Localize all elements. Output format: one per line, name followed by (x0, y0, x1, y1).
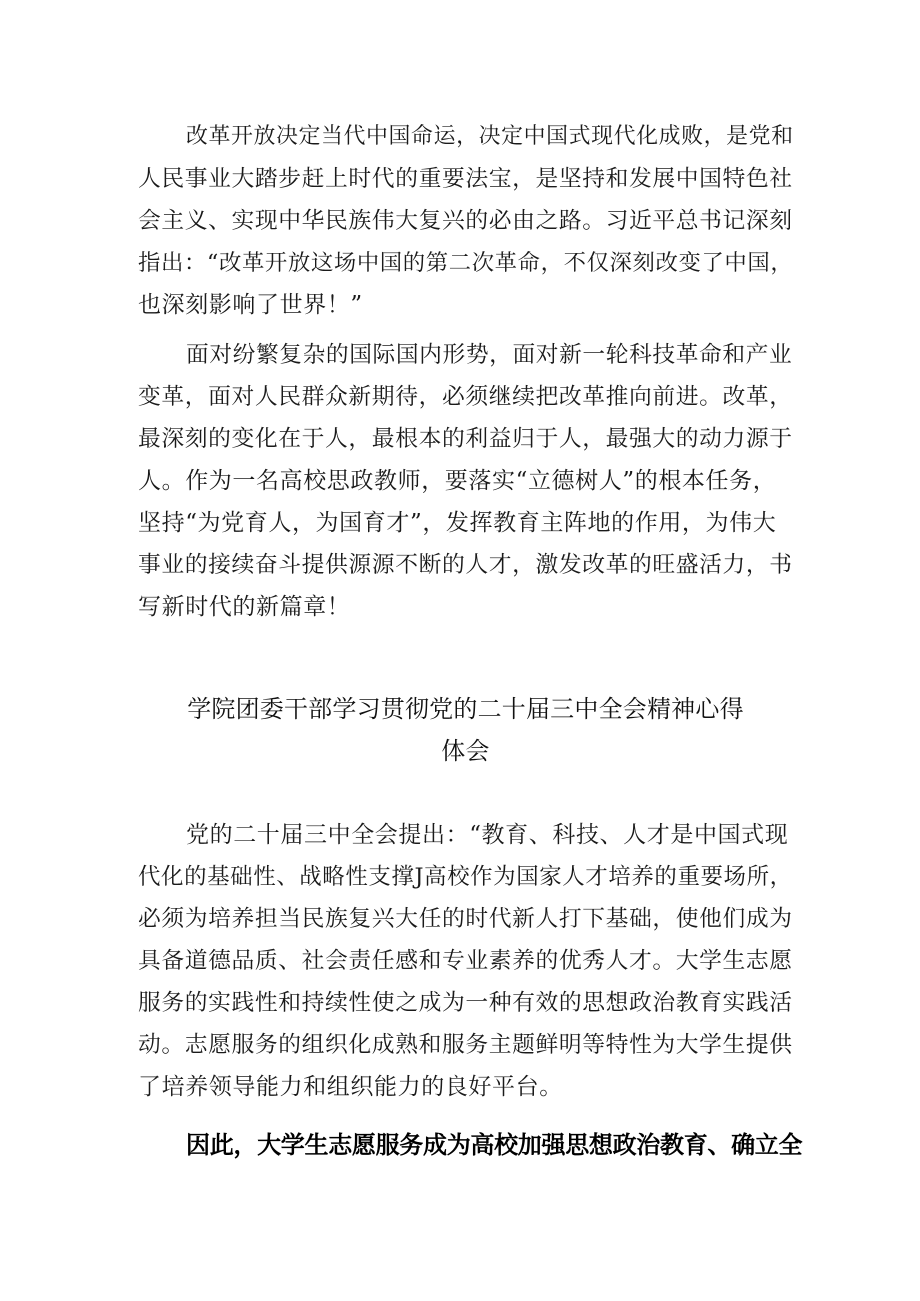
paragraph-line: 面对纷繁复杂的国际国内形势，面对新一轮科技革命和产业 (186, 342, 793, 368)
paragraph-line: 服务的实践性和持续性使之成为一种有效的思想政治教育实践活 (138, 990, 793, 1016)
paragraph-line: 坚持“为党育人，为国育才”，发挥教育主阵地的作用，为伟大 (138, 510, 777, 536)
paragraph-line: 具备道德品质、社会责任感和专业素养的优秀人才。大学生志愿 (138, 948, 793, 974)
paragraph-line: 代化的基础性、战略性支撑J高校作为国家人才培养的重要场所， (138, 864, 793, 890)
paragraph-line: 改革开放决定当代中国命运，决定中国式现代化成败，是党和 (186, 124, 794, 149)
paragraph-line: 人。作为一名高校思政教师，要落实“立德树人”的根本任务， (138, 468, 777, 494)
paragraph-line: 党的二十届三中全会提出：“教育、科技、人才是中国式现 (186, 822, 789, 848)
paragraph-line: 变革，面对人民群众新期待，必须继续把改革推向前进。改革， (138, 384, 793, 410)
paragraph-teacher-mission (138, 334, 793, 628)
paragraph-line: 也深刻影响了世界！” (138, 292, 363, 318)
paragraph-line: 必须为培养担当民族复兴大任的时代新人打下基础，使他们成为 (138, 906, 793, 932)
paragraph-line: 了培养领导能力和组织能力的良好平台。 (138, 1074, 563, 1100)
paragraph-line: 写新时代的新篇章！ (138, 594, 351, 620)
paragraph-line: 会主义、实现中华民族伟大复兴的必由之路。习近平总书记深刻 (138, 208, 793, 234)
paragraph-reform-opening (138, 116, 793, 326)
paragraph-line: 指出：“改革开放这场中国的第二次革命，不仅深刻改变了中国， (138, 250, 794, 276)
section-title-continued: 体会 (441, 737, 490, 765)
section-title: 学院团委干部学习贯彻党的二十届三中全会精神心得 (187, 695, 744, 723)
paragraph-line: 事业的接续奋斗提供源源不断的人才，激发改革的旺盛活力，书 (138, 552, 793, 578)
paragraph-line: 最深刻的变化在于人，最根本的利益归于人，最强大的动力源于 (138, 426, 793, 452)
paragraph-line: 人民事业大踏步赶上时代的重要法宝，是坚持和发展中国特色社 (138, 166, 793, 192)
paragraph-volunteer-service (138, 814, 793, 1108)
bold-paragraph-start: 因此，大学生志愿服务成为高校加强思想政治教育、确立全 (186, 1131, 803, 1159)
paragraph-line: 动。志愿服务的组织化成熟和服务主题鲜明等特性为大学生提供 (138, 1032, 793, 1058)
